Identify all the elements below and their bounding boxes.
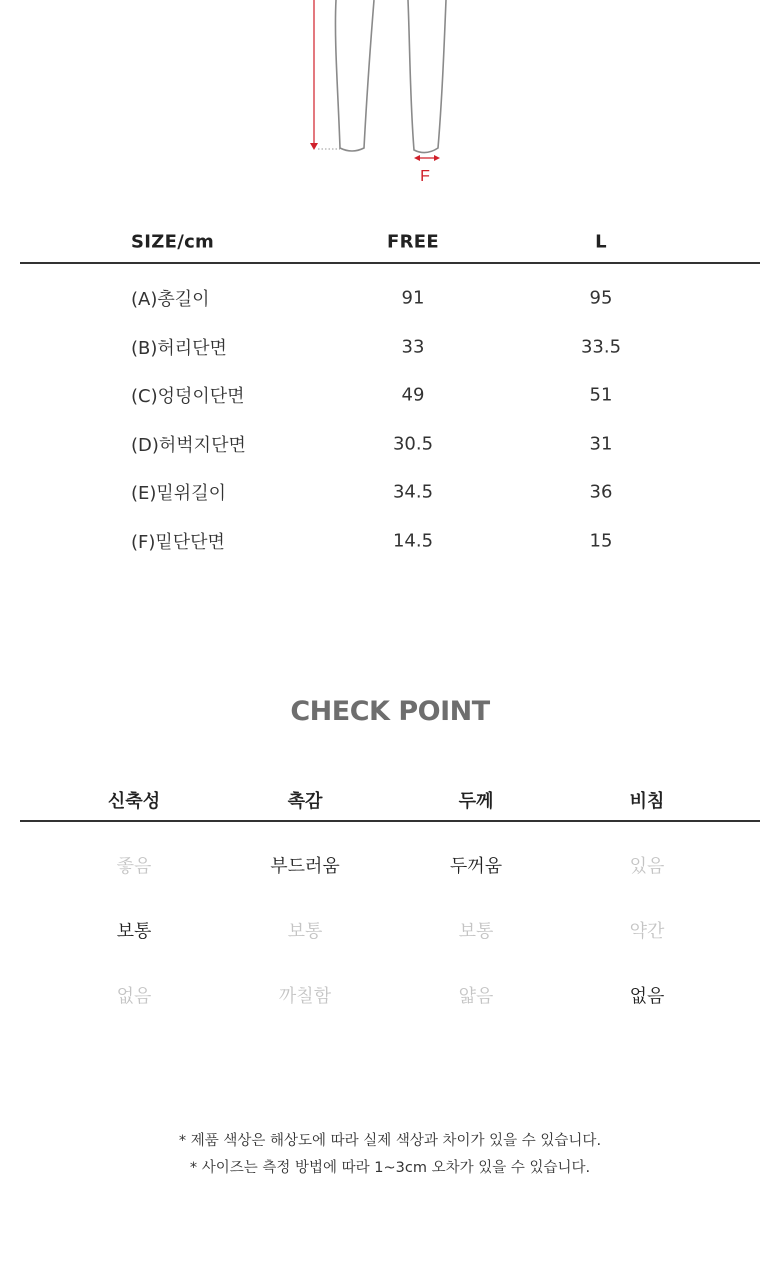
table-row xyxy=(20,420,760,469)
check-option: 보통 xyxy=(287,920,323,942)
hem-arrow-right xyxy=(434,155,440,161)
row-label: (D)허벅지단면 xyxy=(131,434,246,456)
note-size: * 사이즈는 측정 방법에 따라 1~3cm 오차가 있을 수 있습니다. xyxy=(189,1160,591,1176)
row-free-value: 49 xyxy=(401,384,425,406)
check-row xyxy=(20,832,760,897)
check-option: 까칠함 xyxy=(278,985,332,1007)
check-option: 얇음 xyxy=(458,985,494,1007)
length-arrow-head xyxy=(310,143,318,150)
size-table xyxy=(20,222,760,565)
disclaimer-notes xyxy=(0,1128,780,1182)
size-table-header xyxy=(20,222,760,264)
hem-arrow-left xyxy=(414,155,420,161)
check-option: 약간 xyxy=(629,920,665,942)
check-option: 보통 xyxy=(458,920,494,942)
row-l-value: 95 xyxy=(589,287,613,309)
row-free-value: 91 xyxy=(401,287,425,309)
header-size: SIZE/cm xyxy=(131,231,215,253)
check-option: 없음 xyxy=(629,985,665,1007)
row-l-value: 36 xyxy=(589,481,613,503)
check-row xyxy=(20,962,760,1027)
pants-outline-illustration xyxy=(0,0,780,200)
left-leg-outline xyxy=(335,0,374,151)
header-l: L xyxy=(595,231,607,253)
check-point-title: CHECK POINT xyxy=(290,696,490,727)
check-option: 좋음 xyxy=(116,855,152,877)
table-row xyxy=(20,468,760,517)
check-option: 두꺼움 xyxy=(449,855,503,877)
row-l-value: 15 xyxy=(589,530,613,552)
row-free-value: 30.5 xyxy=(392,433,434,455)
header-texture: 촉감 xyxy=(287,791,323,812)
table-row xyxy=(20,274,760,323)
header-free: FREE xyxy=(387,231,439,253)
row-label: (B)허리단면 xyxy=(131,337,227,359)
row-free-value: 33 xyxy=(401,336,425,358)
row-l-value: 31 xyxy=(589,433,613,455)
hem-label-f: F xyxy=(420,168,430,185)
right-leg-outline xyxy=(408,0,446,153)
header-stretch: 신축성 xyxy=(107,791,161,812)
row-label: (A)총길이 xyxy=(131,289,210,311)
row-label: (F)밑단단면 xyxy=(131,531,225,553)
check-option: 없음 xyxy=(116,985,152,1007)
header-thickness: 두께 xyxy=(458,791,494,812)
table-row xyxy=(20,517,760,566)
check-point-table xyxy=(20,780,760,1027)
row-l-value: 33.5 xyxy=(580,336,622,358)
check-point-header xyxy=(20,780,760,822)
table-row xyxy=(20,371,760,420)
note-color: * 제품 색상은 해상도에 따라 실제 색상과 차이가 있을 수 있습니다. xyxy=(178,1133,602,1149)
row-l-value: 51 xyxy=(589,384,613,406)
row-free-value: 34.5 xyxy=(392,481,434,503)
row-label: (C)엉덩이단면 xyxy=(131,386,245,408)
garment-diagram xyxy=(0,0,780,200)
header-sheerness: 비침 xyxy=(629,791,665,812)
check-option: 보통 xyxy=(116,920,152,942)
table-row xyxy=(20,323,760,372)
check-row xyxy=(20,897,760,962)
row-label: (E)밑위길이 xyxy=(131,483,226,505)
row-free-value: 14.5 xyxy=(392,530,434,552)
check-option: 부드러움 xyxy=(270,855,340,877)
check-option: 있음 xyxy=(629,855,665,877)
